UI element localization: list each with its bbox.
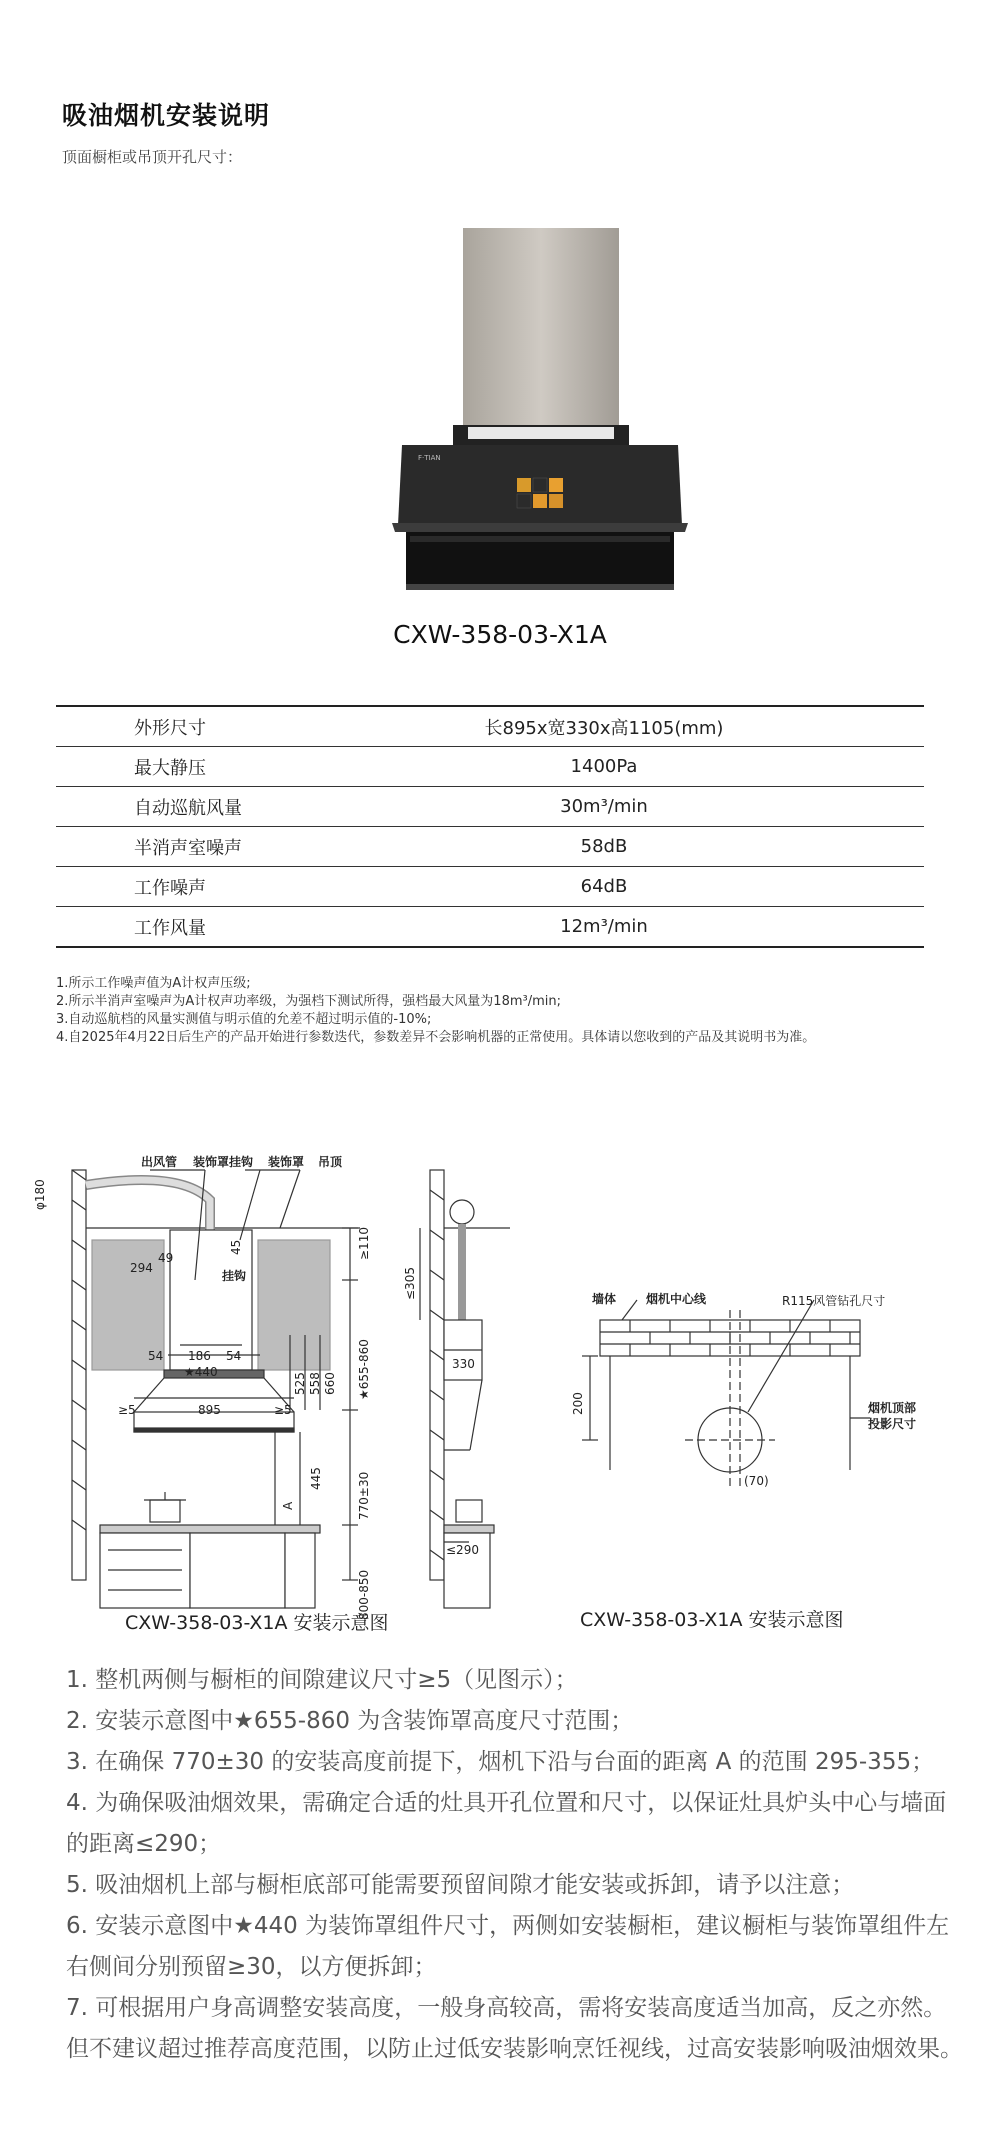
- spec-value: 12m³/min: [374, 907, 924, 948]
- label-wall: 墙体: [592, 1292, 617, 1306]
- spec-value: 64dB: [374, 867, 924, 907]
- spec-value: 58dB: [374, 827, 924, 867]
- dim-54-right: 54: [226, 1349, 242, 1363]
- dim-phi180: φ180: [33, 1179, 47, 1210]
- dim-558: 558: [308, 1372, 322, 1395]
- instruction-item: 1. 整机两侧与橱柜的间隙建议尺寸≥5（见图示）；: [66, 1667, 578, 1693]
- instruction-item: 4. 为确保吸油烟效果，需确定合适的灶具开孔位置和尺寸，以保证灶具炉头中心与墙面的距离≤290；: [66, 1790, 947, 1857]
- instruction-item: 7. 可根据用户身高调整安装高度，一般身高较高，需将安装高度适当加高，反之亦然。但不建议超过推荐高度范围，以防止过低安装影响烹饪视线，过高安装影响吸油烟效果。: [66, 1995, 963, 2062]
- label-r115: R115风管钻孔尺寸: [782, 1294, 886, 1308]
- page-title: 吸油烟机安装说明: [62, 101, 271, 130]
- note-line: 2.所示半消声室噪声为A计权声功率级，为强档下测试所得，强档最大风量为18m³/min;: [56, 994, 561, 1009]
- spec-row: [56, 747, 924, 787]
- dim-525: 525: [293, 1372, 307, 1395]
- spec-value: 长895x宽330x高1105(mm): [374, 706, 924, 747]
- label-ceiling: 吊顶: [318, 1155, 343, 1169]
- dim-200: 200: [571, 1392, 585, 1415]
- instruction-item: 2. 安装示意图中★655-860 为含装饰罩高度尺寸范围；: [66, 1708, 634, 1734]
- dim-49: 49: [158, 1251, 174, 1265]
- dim-294: 294: [130, 1261, 153, 1275]
- spec-label: 半消声室噪声: [56, 827, 374, 867]
- installation-instructions: [66, 1660, 966, 2070]
- spec-value: 30m³/min: [374, 787, 924, 827]
- label-projection-1: 烟机顶部: [868, 1401, 917, 1415]
- installation-diagram: [30, 1150, 970, 1630]
- label-cover: 装饰罩: [268, 1155, 305, 1169]
- control-button: [517, 478, 531, 492]
- label-hook: 装饰罩挂钩: [193, 1155, 254, 1169]
- dim-186: 186: [188, 1349, 211, 1363]
- dim-54-left: 54: [148, 1349, 164, 1363]
- brand-logo: F·TIAN: [418, 454, 441, 462]
- note-line: 1.所示工作噪声值为A计权声压级;: [56, 976, 251, 991]
- dim-445: 445: [309, 1467, 323, 1490]
- dim-800-850: 800-850: [357, 1569, 371, 1620]
- dim-660: 660: [323, 1372, 337, 1395]
- dim-655-860: ★655-860: [357, 1339, 371, 1400]
- diagram-caption-right: CXW-358-03-X1A 安装示意图: [580, 1609, 844, 1631]
- spec-notes: [56, 975, 956, 1047]
- note-line: 3.自动巡航档的风量实测值与明示值的允差不超过明示值的-10%;: [56, 1012, 432, 1027]
- label-center-line: 烟机中心线: [646, 1292, 707, 1306]
- diagram-caption-left: CXW-358-03-X1A 安装示意图: [125, 1612, 389, 1634]
- dim-45: 45: [229, 1239, 243, 1255]
- spec-row: [56, 827, 924, 867]
- label-projection-2: 投影尺寸: [868, 1417, 917, 1431]
- dim-5-right: ≥5: [274, 1403, 292, 1417]
- spec-row: [56, 787, 924, 827]
- dim-330: 330: [452, 1357, 475, 1371]
- model-name: CXW-358-03-X1A: [393, 620, 607, 649]
- dim-895: 895: [198, 1403, 221, 1417]
- spec-row: [56, 907, 924, 948]
- dim-290: ≤290: [446, 1543, 479, 1557]
- spec-row: [56, 867, 924, 907]
- dim-A: A: [281, 1501, 295, 1510]
- spec-table: [56, 705, 924, 948]
- note-line: 4.自2025年4月22日后生产的产品开始进行参数迭代，参数差异不会影响机器的正常使用。具体请以您收到的产品及其说明书为准。: [56, 1030, 816, 1045]
- label-duct: 出风管: [141, 1155, 178, 1169]
- range-hood-image: [380, 220, 700, 600]
- dim-70: (70): [744, 1474, 769, 1488]
- dim-770: 770±30: [357, 1471, 371, 1520]
- spec-label: 工作风量: [56, 907, 374, 948]
- dim-110: ≥110: [357, 1227, 371, 1260]
- instruction-item: 3. 在确保 770±30 的安装高度前提下，烟机下沿与台面的距离 A 的范围 295-355；: [66, 1749, 935, 1775]
- spec-label: 工作噪声: [56, 867, 374, 907]
- dim-5-left: ≥5: [118, 1403, 136, 1417]
- instruction-item: 5. 吸油烟机上部与橱柜底部可能需要预留间隙才能安装或拆卸，请予以注意；: [66, 1872, 855, 1898]
- spec-label: 最大静压: [56, 747, 374, 787]
- dim-305: ≤305: [403, 1267, 417, 1300]
- chimney-cover: [463, 228, 619, 431]
- dim-440: ★440: [184, 1365, 218, 1379]
- spec-value: 1400Pa: [374, 747, 924, 787]
- spec-row: [56, 706, 924, 747]
- page-subtitle: 顶面橱柜或吊顶开孔尺寸：: [62, 148, 243, 166]
- label-hook2: 挂钩: [222, 1269, 247, 1283]
- spec-label: 自动巡航风量: [56, 787, 374, 827]
- spec-label: 外形尺寸: [56, 706, 374, 747]
- instruction-item: 6. 安装示意图中★440 为装饰罩组件尺寸，两侧如安装橱柜，建议橱柜与装饰罩组件左右侧间分别预留≥30，以方便拆卸；: [66, 1913, 950, 1980]
